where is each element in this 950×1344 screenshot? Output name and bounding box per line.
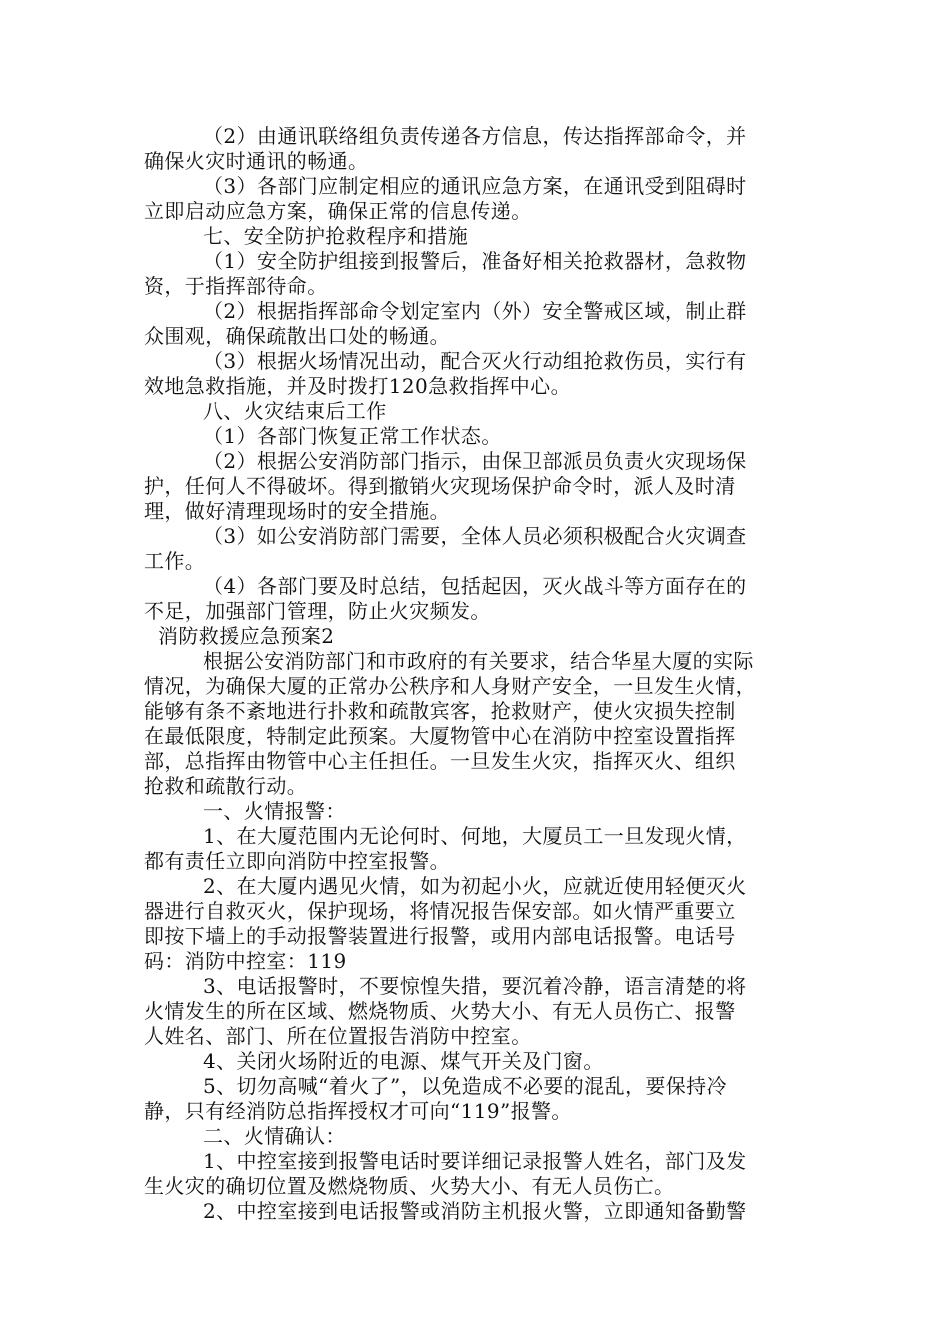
text-line: 不足，加强部门管理，防止火灾频发。 — [144, 599, 491, 623]
text-line: 根据公安消防部门和市政府的有关要求，结合华星大厦的实际 — [203, 649, 754, 673]
text-line: 确保火灾时通讯的畅通。 — [144, 149, 369, 173]
text-line: 情况，为确保大厦的正常办公秩序和人身财产安全，一旦发生火情， — [144, 674, 756, 698]
text-line: 人姓名、部门、所在位置报告消防中控室。 — [144, 1024, 532, 1048]
text-line: （2）由通讯联络组负责传递各方信息，传达指挥部命令，并 — [203, 124, 747, 148]
text-line: 生火灾的确切位置及燃烧物质、火势大小、有无人员伤亡。 — [144, 1174, 675, 1198]
text-line: （3）各部门应制定相应的通讯应急方案，在通讯受到阻碍时 — [203, 174, 747, 198]
section-heading: 七、安全防护抢救程序和措施 — [203, 224, 469, 248]
text-line: 5、切勿高喊“着火了”，以免造成不必要的混乱，要保持冷 — [203, 1074, 727, 1098]
text-line: （1）各部门恢复正常工作状态。 — [203, 424, 502, 448]
text-line: 1、中控室接到报警电话时要详细记录报警人姓名，部门及发 — [203, 1149, 747, 1173]
text-line: （4）各部门要及时总结，包括起因，灭火战斗等方面存在的 — [203, 574, 747, 598]
text-line: 抢救和疏散行动。 — [144, 774, 308, 798]
text-line: 立即启动应急方案，确保正常的信息传递。 — [144, 199, 532, 223]
text-line: 3、电话报警时，不要惊惶失措，要沉着冷静，语言清楚的将 — [203, 974, 747, 998]
text-line: （3）根据火场情况出动，配合灭火行动组抢救伤员，实行有 — [203, 349, 747, 373]
section-heading: 一、火情报警： — [203, 799, 346, 823]
text-line: 4、关闭火场附近的电源、煤气开关及门窗。 — [203, 1049, 604, 1073]
text-line: （1）安全防护组接到报警后，准备好相关抢救器材，急救物 — [203, 249, 747, 273]
text-line: 众围观，确保疏散出口处的畅通。 — [144, 324, 450, 348]
text-line: 1、在大厦范围内无论何时、何地，大厦员工一旦发现火情， — [203, 824, 747, 848]
text-line: （3）如公安消防部门需要，全体人员必须积极配合火灾调查 — [203, 524, 747, 548]
text-line: 器进行自救灭火，保护现场，将情况报告保安部。如火情严重要立 — [144, 899, 736, 923]
text-line: 部，总指挥由物管中心主任担任。一旦发生火灾，指挥灭火、组织 — [144, 749, 736, 773]
text-line: 2、中控室接到电话报警或消防主机报火警，立即通知备勤警 — [203, 1199, 747, 1223]
section-heading: 二、火情确认： — [203, 1124, 346, 1148]
text-line: 码：消防中控室：119 — [144, 949, 347, 973]
text-line: 都有责任立即向消防中控室报警。 — [144, 849, 450, 873]
text-line: 火情发生的所在区域、燃烧物质、火势大小、有无人员伤亡、报警 — [144, 999, 736, 1023]
text-line: 效地急救指施，并及时拨打120急救指挥中心。 — [144, 374, 571, 398]
text-line: （2）根据指挥部命令划定室内（外）安全警戒区域，制止群 — [203, 299, 747, 323]
section-heading: 八、火灾结束后工作 — [203, 399, 387, 423]
text-line: 在最低限度，特制定此预案。大厦物管中心在消防中控室设置指挥 — [144, 724, 736, 748]
text-line: 2、在大厦内遇见火情，如为初起小火，应就近使用轻便灭火 — [203, 874, 747, 898]
text-line: （2）根据公安消防部门指示，由保卫部派员负责火灾现场保 — [203, 449, 747, 473]
text-line: 能够有条不紊地进行扑救和疏散宾客，抢救财产，使火灾损失控制 — [144, 699, 736, 723]
text-line: 工作。 — [144, 549, 206, 573]
text-line: 理，做好清理现场时的安全措施。 — [144, 499, 450, 523]
text-line: 静，只有经消防总指挥授权才可向“119”报警。 — [144, 1099, 572, 1123]
text-line: 资，于指挥部待命。 — [144, 274, 328, 298]
document-subtitle: 消防救援应急预案2 — [158, 624, 335, 648]
text-line: 即按下墙上的手动报警装置进行报警，或用内部电话报警。电话号 — [144, 924, 736, 948]
text-line: 护，任何人不得破坏。得到撤销火灾现场保护命令时，派人及时清 — [144, 474, 736, 498]
